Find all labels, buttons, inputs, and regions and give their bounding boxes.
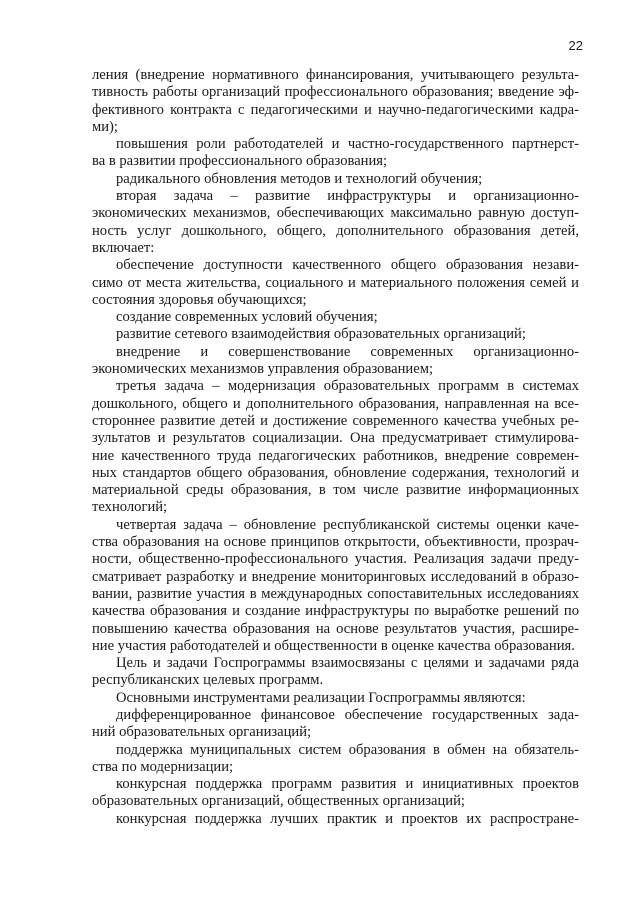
text-line: развитие сетевого взаимодействия образовательных организаций; (116, 326, 526, 343)
text-line: Основными инструментами реализации Госпрограммы являются: (116, 689, 526, 706)
text-line: ва в развитии профессионального образования; (92, 153, 388, 170)
text-line: стороннее развитие детей и достижение современного качества учебных ре- (92, 412, 579, 429)
text-line: ства образования на основе принципов открытости, объективности, прозрач- (92, 534, 579, 551)
text-line: четвертая задача – обновление республиканской системы оценки каче- (116, 516, 579, 533)
text-line: республиканских целевых программ. (92, 672, 324, 689)
text-line: повышения роли работодателей и частно-государственного партнерст- (116, 136, 579, 153)
body-text (92, 67, 579, 828)
text-line: дошкольного, общего и дополнительного образования, направленная на все- (92, 395, 579, 412)
text-line: третья задача – модернизация образовательных программ в системах (116, 378, 579, 395)
text-line: конкурсная поддержка программ развития и инициативных проектов (116, 776, 579, 793)
text-line: внедрение и совершенствование современных организационно- (116, 343, 579, 360)
text-line: повышению качества образования на основе результатов участия, расшире- (92, 620, 579, 637)
text-line: конкурсная поддержка лучших практик и проектов их распростране- (116, 810, 579, 827)
page-number: 22 (568, 38, 583, 53)
text-line: состояния здоровья обучающихся; (92, 291, 307, 308)
text-line: фективного контракта с педагогическими и научно-педагогическими кадра- (92, 101, 579, 118)
text-line: ных стандартов общего образования, обновление содержания, технологий и (92, 464, 579, 481)
text-line: зультатов и результатов социализации. Она предусматривает стимулирова- (92, 430, 579, 447)
text-line: ность услуг дошкольного, общего, дополнительного образования детей, (92, 222, 579, 239)
text-line: ми); (92, 118, 118, 135)
text-line: экономических механизмов управления образованием; (92, 361, 433, 378)
text-line: ности, общественно-профессионального участия. Реализация задачи преду- (92, 551, 579, 568)
text-line: вании, развитие участия в международных сопоставительных исследованиях (92, 585, 579, 602)
text-line: дифференцированное финансовое обеспечение государственных зада- (116, 706, 579, 723)
text-line: экономических механизмов, обеспечивающих максимально равную доступ- (92, 205, 579, 222)
text-line: качества образования и создание инфраструктуры по выработке решений по (92, 603, 579, 620)
text-line: ний образовательных организаций; (92, 724, 312, 741)
text-line: создание современных условий обучения; (116, 309, 378, 326)
text-line: радикального обновления методов и технологий обучения; (116, 170, 483, 187)
text-line: Цель и задачи Госпрограммы взаимосвязаны с целями и задачами ряда (116, 655, 579, 672)
text-line: обеспечение доступности качественного общего образования незави- (116, 257, 579, 274)
text-line: вторая задача – развитие инфраструктуры и организационно- (116, 188, 579, 205)
text-line: материальной среды образования, в том числе развитие информационных (92, 482, 579, 499)
text-line: образовательных организаций, общественных организаций; (92, 793, 465, 810)
text-line: технологий; (92, 499, 168, 516)
text-line: ства по модернизации; (92, 758, 234, 775)
text-line: ние качественного труда педагогических работников, внедрение современ- (92, 447, 579, 464)
text-line: симо от места жительства, социального и материального положения семей и (92, 274, 579, 291)
text-line: тивность работы организаций профессионального образования; введение эф- (92, 84, 579, 101)
text-line: поддержка муниципальных систем образования в обмен на обязатель- (116, 741, 579, 758)
text-line: ления (внедрение нормативного финансирования, учитывающего результа- (92, 67, 579, 83)
text-line: сматривает разработку и внедрение мониторинговых исследований в образо- (92, 568, 579, 585)
text-line: ние участия работодателей и общественности в оценке качества образования. (92, 637, 575, 654)
text-line: включает: (92, 239, 155, 256)
